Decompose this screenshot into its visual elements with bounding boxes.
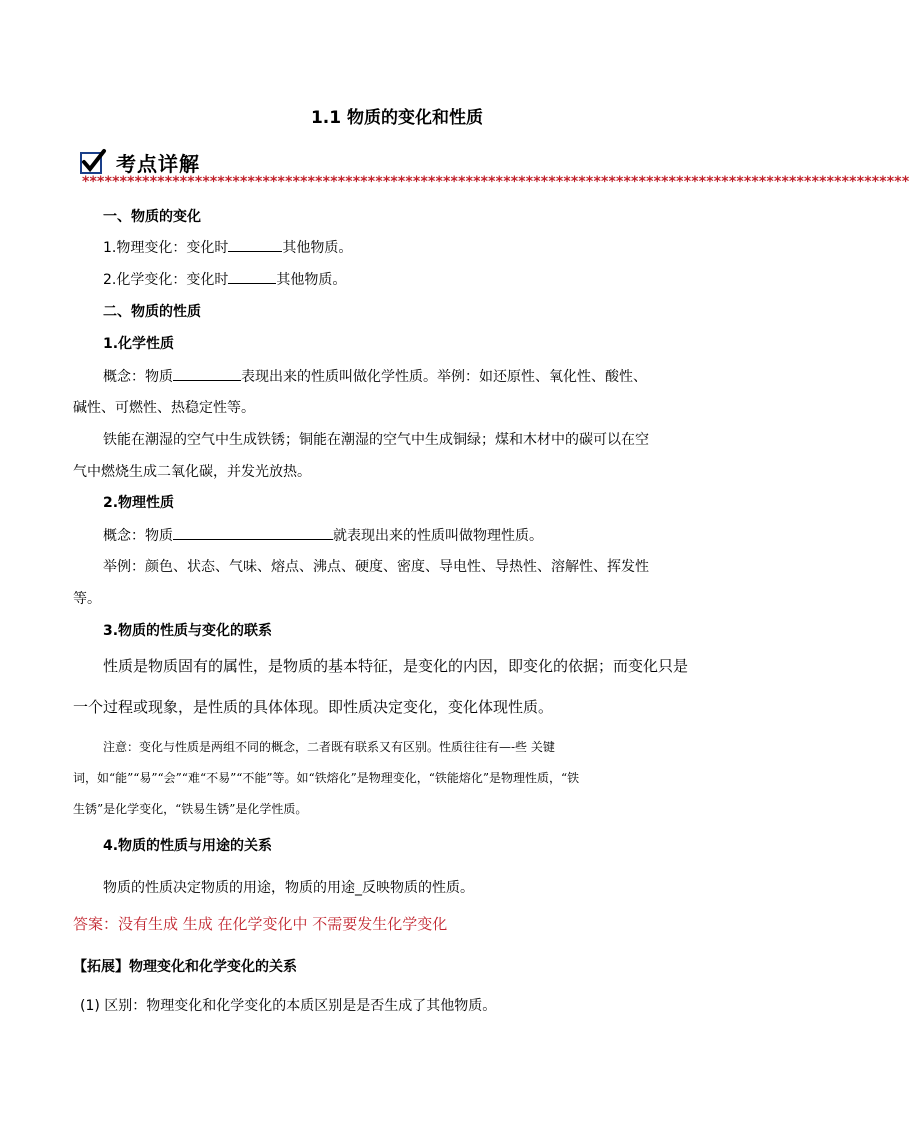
chemical-property-examples: 碱性、可燃性、热稳定性等。 [73, 400, 255, 416]
extension-title: 【拓展】物理变化和化学变化的关系 [73, 959, 297, 975]
use-relation-line: 物质的性质决定物质的用途，物质的用途_反映物质的性质。 [103, 880, 474, 896]
chemical-change-prefix: 2.化学变化：变化时 [103, 272, 229, 288]
chemical-change-line [103, 269, 346, 290]
subheading-physical-property: 2.物理性质 [103, 495, 175, 511]
chemical-property-definition [103, 366, 647, 387]
chemical-change-suffix: 其他物质。 [276, 272, 347, 288]
checkbox-icon [80, 152, 102, 174]
example-paragraph-line2: 气中燃烧生成二氧化碳，并发光放热。 [73, 464, 311, 480]
physical-property-examples-line1: 举例：颜色、状态、气味、熔点、沸点、硬度、密度、导电性、导热性、溶解性、挥发性 [103, 559, 649, 575]
note-line3: 生锈”是化学变化，“铁易生锈”是化学性质。 [73, 802, 308, 816]
subheading-property-use-relation: 4.物质的性质与用途的关系 [103, 838, 273, 854]
physical-property-examples-line2: 等。 [73, 591, 101, 607]
heading-material-change: 一、物质的变化 [103, 209, 201, 225]
answer-blank [173, 525, 333, 540]
section-header [80, 148, 200, 177]
section-label: 考点详解 [116, 152, 200, 176]
definition-suffix: 就表现出来的性质叫做物理性质。 [333, 528, 543, 544]
answer-blank [173, 366, 241, 381]
heading-material-property: 二、物质的性质 [103, 304, 201, 320]
definition-suffix: 表现出来的性质叫做化学性质。举例：如还原性、氧化性、酸性、 [241, 369, 647, 385]
star-divider: ************************************************************************************************************** [82, 174, 909, 190]
page-title: 1.1 物质的变化和性质 [310, 108, 484, 128]
physical-property-definition [103, 525, 543, 546]
physical-change-line [103, 237, 352, 258]
answer-line: 答案：没有生成 生成 在化学变化中 不需要发生化学变化 [73, 915, 448, 933]
subheading-chemical-property: 1.化学性质 [103, 336, 175, 352]
relation-paragraph-line2: 一个过程或现象，是性质的具体体现。即性质决定变化，变化体现性质。 [73, 698, 554, 716]
definition-prefix: 概念：物质 [103, 528, 173, 544]
note-line2: 词，如“能”“易”“会”“难“不易”“不能”等。如“铁熔化”是物理变化，“铁能熔化”是物理性质，“铁 [73, 771, 580, 785]
definition-prefix: 概念：物质 [103, 369, 173, 385]
answer-blank [228, 269, 276, 284]
subheading-property-change-relation: 3.物质的性质与变化的联系 [103, 623, 273, 639]
physical-change-suffix: 其他物质。 [282, 240, 353, 256]
note-line1: 注意：变化与性质是两组不同的概念，二者既有联系又有区别。性质往往有—-些 关键 [103, 740, 555, 754]
answer-blank [228, 237, 282, 252]
example-paragraph-line1: 铁能在潮湿的空气中生成铁锈；铜能在潮湿的空气中生成铜绿；煤和木材中的碳可以在空 [103, 432, 649, 448]
relation-paragraph-line1: 性质是物质固有的属性，是物质的基本特征，是变化的内因，即变化的依据；而变化只是 [103, 657, 689, 675]
physical-change-prefix: 1.物理变化：变化时 [103, 240, 229, 256]
extension-item-1: (1) 区别：物理变化和化学变化的本质区别是是否生成了其他物质。 [80, 998, 497, 1014]
